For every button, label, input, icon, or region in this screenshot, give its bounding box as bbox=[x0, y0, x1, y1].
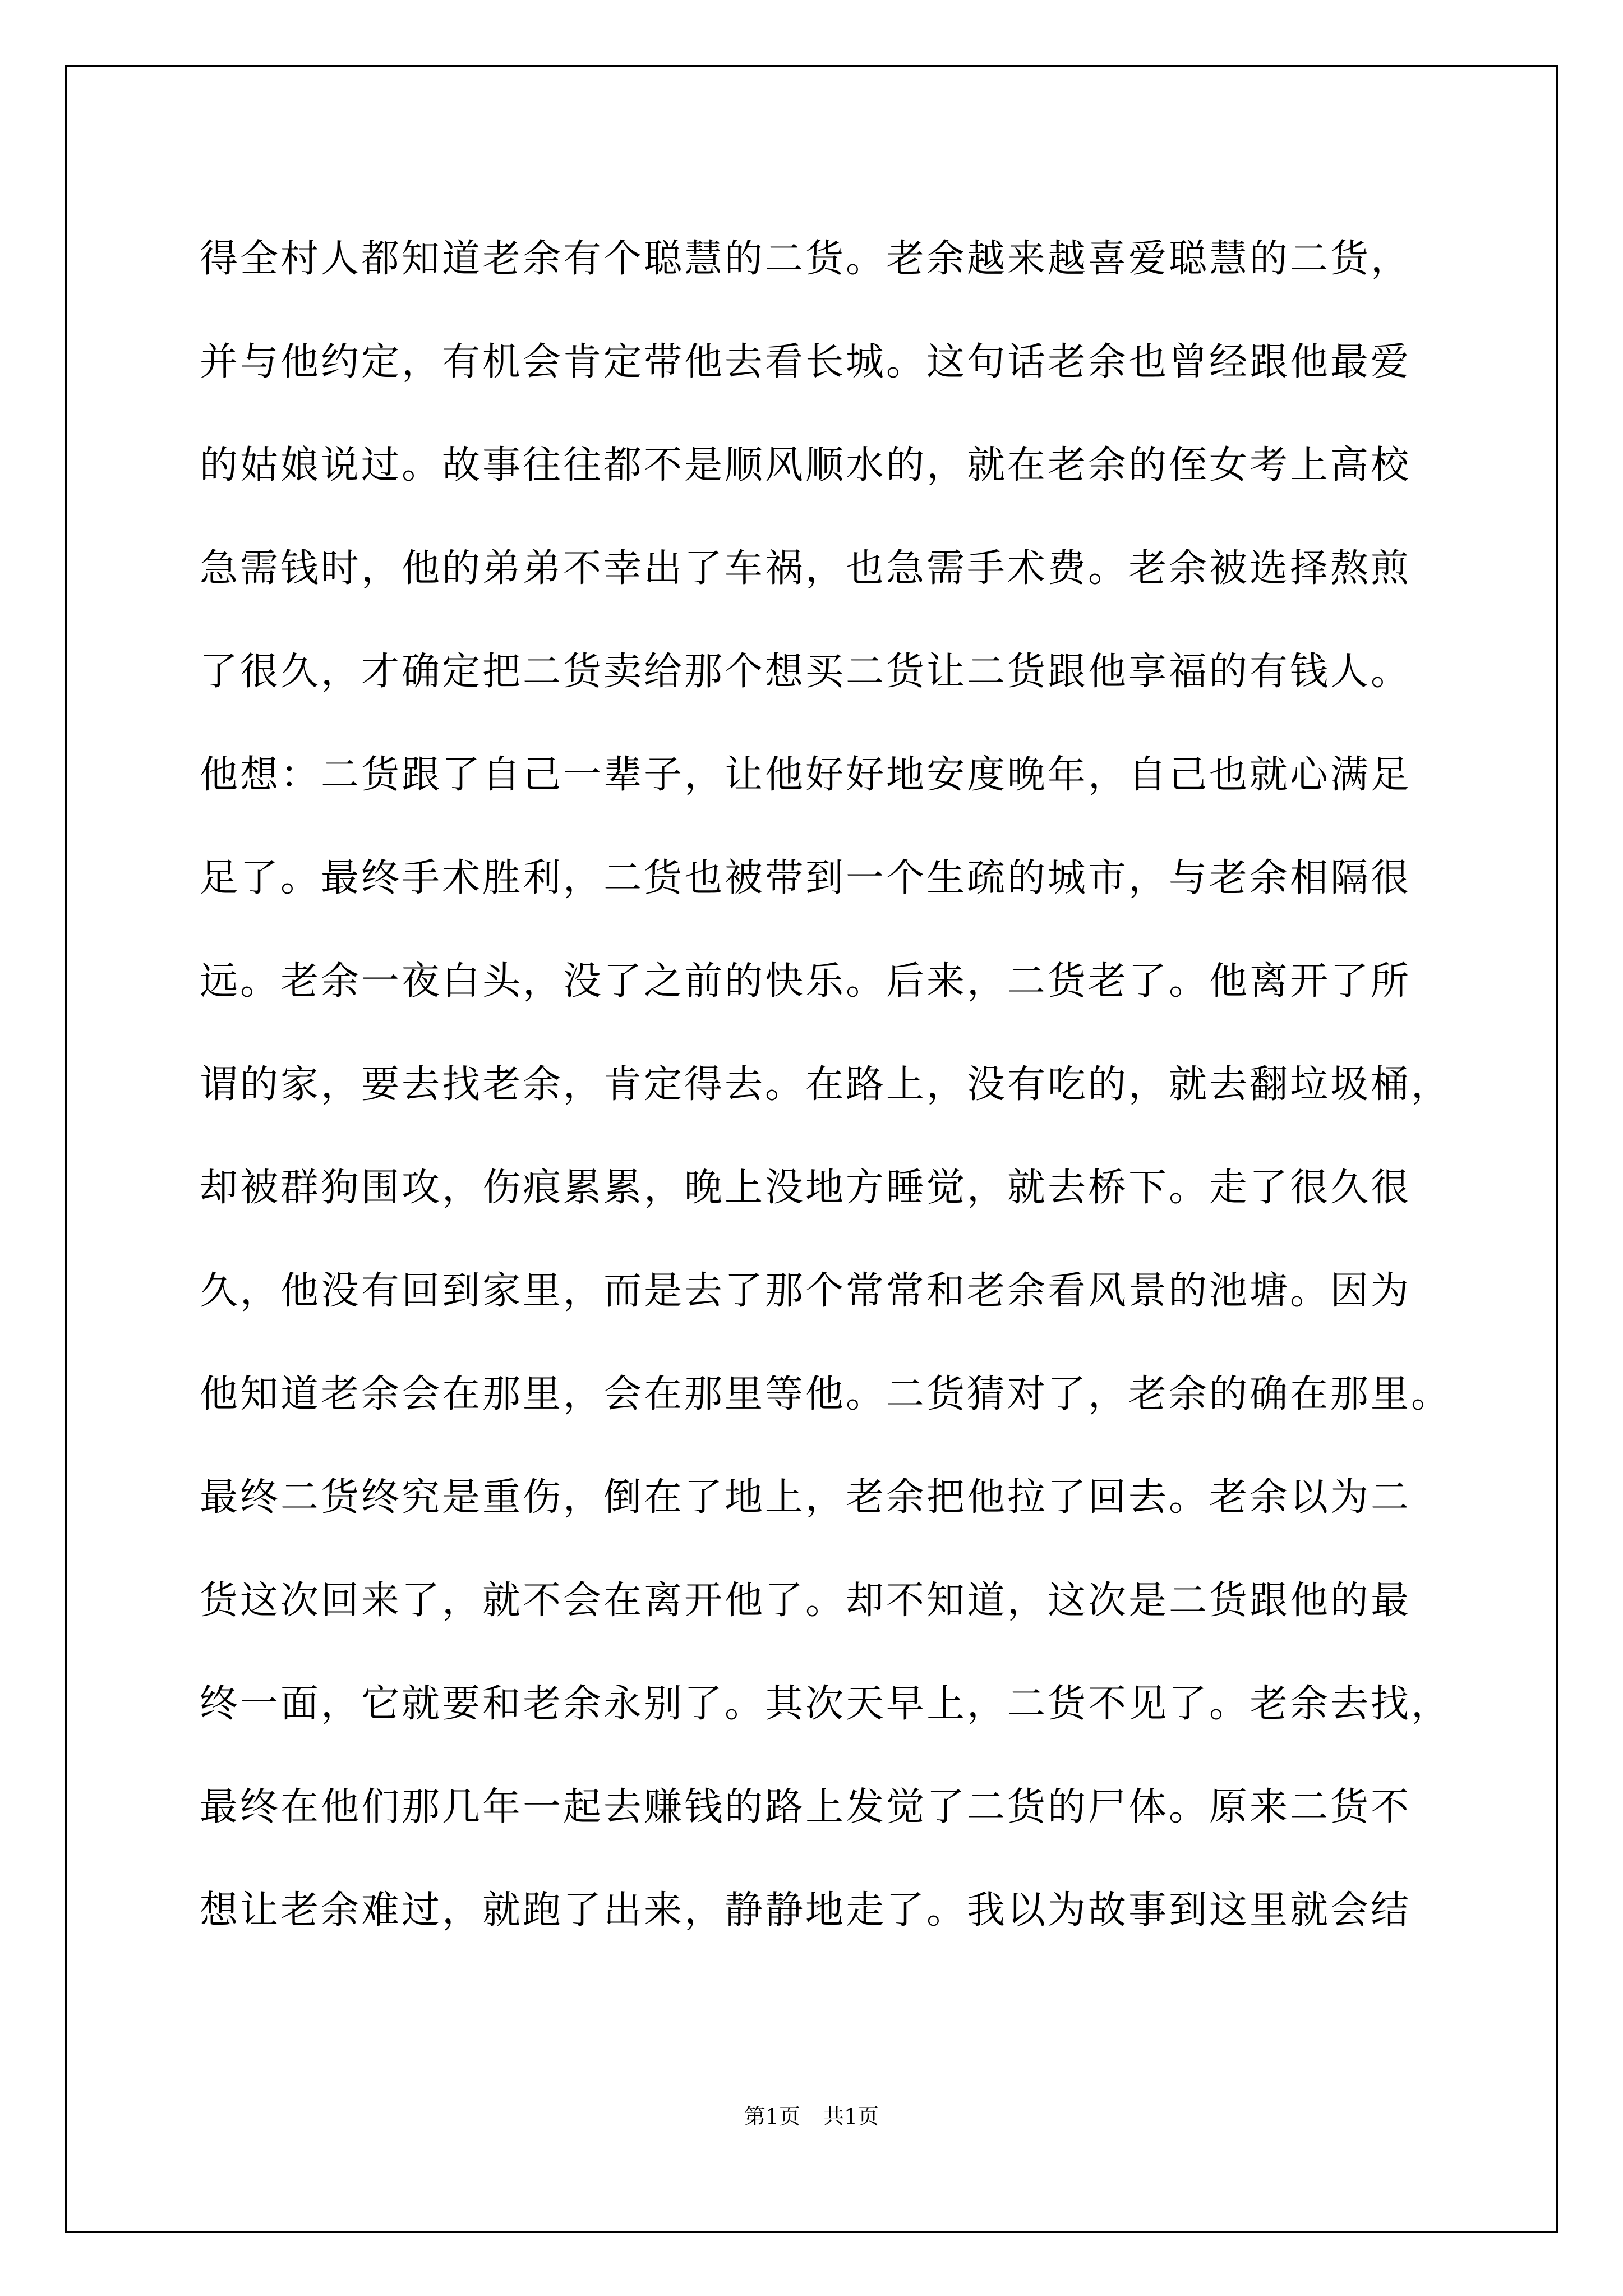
text-line: 足了。最终手术胜利，二货也被带到一个生疏的城市，与老余相隔很 bbox=[200, 856, 1412, 900]
text-line: 最终在他们那几年一起去赚钱的路上发觉了二货的尸体。原来二货不 bbox=[200, 1785, 1412, 1829]
text-line: 却被群狗围攻，伤痕累累，晚上没地方睡觉，就去桥下。走了很久很 bbox=[200, 1166, 1412, 1210]
page-number: 第1页 bbox=[744, 2104, 800, 2129]
page-footer bbox=[0, 2099, 1623, 2130]
text-line: 并与他约定，有机会肯定带他去看长城。这句话老余也曾经跟他最爱 bbox=[200, 340, 1412, 384]
text-line: 货这次回来了，就不会在离开他了。却不知道，这次是二货跟他的最 bbox=[200, 1579, 1412, 1623]
text-line: 他想：二货跟了自己一辈子，让他好好地安度晚年，自己也就心满足 bbox=[200, 753, 1412, 797]
page-total: 共1页 bbox=[823, 2104, 879, 2129]
text-line: 终一面，它就要和老余永别了。其次天早上，二货不见了。老余去找， bbox=[200, 1682, 1452, 1726]
text-line: 远。老余一夜白头，没了之前的快乐。后来，二货老了。他离开了所 bbox=[200, 959, 1412, 1004]
document-body bbox=[200, 208, 1467, 1962]
text-line: 久，他没有回到家里，而是去了那个常常和老余看风景的池塘。因为 bbox=[200, 1269, 1412, 1313]
text-line: 急需钱时，他的弟弟不幸出了车祸，也急需手术费。老余被选择熬煎 bbox=[200, 546, 1412, 591]
text-line: 他知道老余会在那里，会在那里等他。二货猜对了，老余的确在那里。 bbox=[200, 1372, 1452, 1416]
text-line: 了很久，才确定把二货卖给那个想买二货让二货跟他享福的有钱人。 bbox=[200, 650, 1412, 694]
text-line: 想让老余难过，就跑了出来，静静地走了。我以为故事到这里就会结 bbox=[200, 1888, 1412, 1932]
text-line: 最终二货终究是重伤，倒在了地上，老余把他拉了回去。老余以为二 bbox=[200, 1475, 1412, 1520]
text-line: 的姑娘说过。故事往往都不是顺风顺水的，就在老余的侄女考上高校 bbox=[200, 443, 1412, 487]
text-line: 谓的家，要去找老余，肯定得去。在路上，没有吃的，就去翻垃圾桶， bbox=[200, 1062, 1452, 1107]
text-line: 得全村人都知道老余有个聪慧的二货。老余越来越喜爱聪慧的二货， bbox=[200, 237, 1412, 281]
